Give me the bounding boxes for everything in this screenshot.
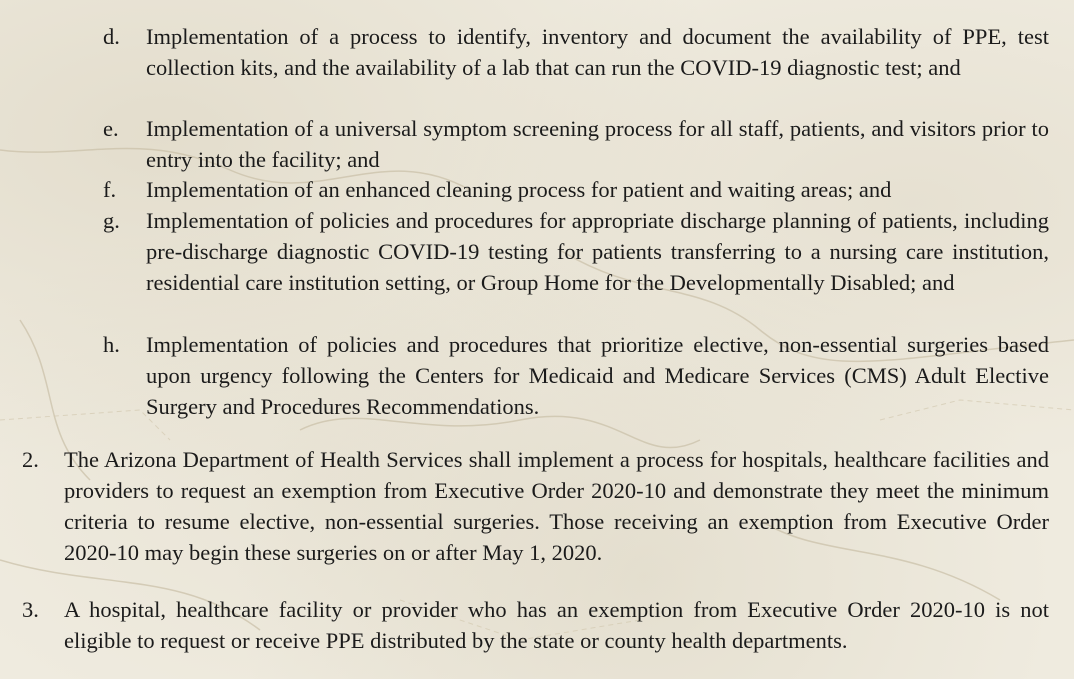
list-item-text: The Arizona Department of Health Services shall implement a process for hospitals, healthcare facilities and providers to request an exemption from Executive Order 2020-10 and demonstrate they meet the minimum criteria to resume elective, non-essential surgeries. Those receiving an exemption from Executive Order 2020-10 may begin these surgeries on or after May 1, 2020.	[64, 447, 1049, 565]
numbered-item-3	[22, 594, 1049, 656]
list-marker: 3.	[22, 597, 39, 622]
sub-item-d	[103, 21, 1049, 83]
numbered-item-2	[22, 444, 1049, 568]
list-marker: g.	[103, 208, 120, 233]
list-item-text: A hospital, healthcare facility or provider who has an exemption from Executive Order 2020-10 is not eligible to request or receive PPE distributed by the state or county health departments.	[64, 597, 1049, 653]
sub-item-f	[103, 174, 1049, 205]
list-item-text: Implementation of a process to identify, inventory and document the availability of PPE, test collection kits, and the availability of a lab that can run the COVID-19 diagnostic test; and	[146, 24, 1049, 80]
list-item-text: Implementation of policies and procedures that prioritize elective, non-essential surgeries based upon urgency following the Centers for Medicaid and Medicare Services (CMS) Adult Elective Surgery and Procedures Recommendations.	[146, 332, 1049, 419]
list-item-text: Implementation of an enhanced cleaning process for patient and waiting areas; and	[146, 177, 892, 202]
list-marker: h.	[103, 332, 120, 357]
list-marker: e.	[103, 116, 119, 141]
list-marker: 2.	[22, 447, 39, 472]
list-marker: d.	[103, 24, 120, 49]
list-item-text: Implementation of policies and procedures for appropriate discharge planning of patients, including pre-discharge diagnostic COVID-19 testing for patients transferring to a nursing care institution, residential care institution setting, or Group Home for the Developmentally Disabled; and	[146, 208, 1049, 295]
list-marker: f.	[103, 177, 117, 202]
list-item-text: Implementation of a universal symptom screening process for all staff, patients, and visitors prior to entry into the facility; and	[146, 116, 1049, 172]
sub-item-e	[103, 113, 1049, 175]
sub-item-g	[103, 205, 1049, 298]
sub-item-h	[103, 329, 1049, 422]
